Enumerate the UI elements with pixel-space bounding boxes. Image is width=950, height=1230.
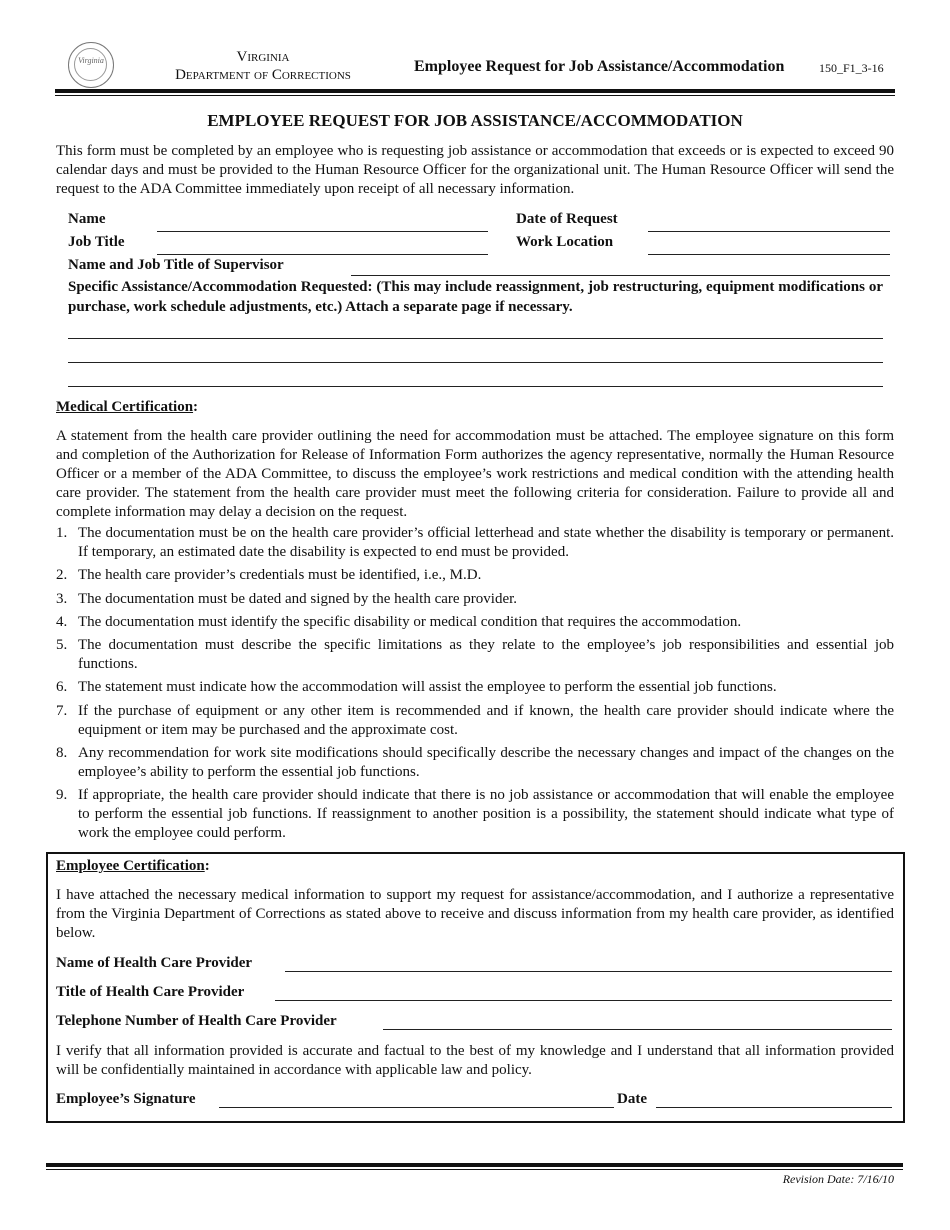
supervisor-label: Name and Job Title of Supervisor	[68, 257, 284, 273]
seal-script-text: Virginia	[78, 56, 104, 65]
provider-phone-field[interactable]	[383, 1029, 892, 1030]
criteria-text: Any recommendation for work site modifications should specifically describe the necessary changes and impact of the changes on the employee’s ability to perform the essential job functions.	[78, 745, 894, 781]
criteria-item	[56, 613, 894, 632]
job-title-label: Job Title	[68, 234, 125, 250]
criteria-number: 7.	[56, 702, 68, 719]
criteria-number: 5.	[56, 637, 68, 654]
criteria-text: The documentation must be dated and signed by the health care provider.	[78, 590, 518, 607]
provider-phone-label: Telephone Number of Health Care Provider	[56, 1013, 337, 1029]
employee-certification-heading	[56, 858, 210, 875]
signature-date-label: Date	[617, 1091, 647, 1107]
virginia-seal-logo	[68, 42, 114, 88]
page-title: EMPLOYEE REQUEST FOR JOB ASSISTANCE/ACCOMMODATION	[207, 111, 743, 130]
medical-paragraph: A statement from the health care provider outlining the need for accommodation must be attached. The employee signature on this form and completion of the Authorization for Release of Information Form authorizes the agency representative, normally the Human Resource Officer or a member of the ADA Committee, to discuss the employee’s work restrictions and medical condition with the attending health care provider. The statement from the health care provider must meet the following criteria for consideration. Failure to provide all and complete information may delay a decision on the request.	[56, 428, 894, 520]
provider-title-label: Title of Health Care Provider	[56, 984, 245, 1000]
criteria-number: 3.	[56, 590, 68, 607]
header-form-title: Employee Request for Job Assistance/Accommodation	[414, 58, 785, 75]
criteria-number: 6.	[56, 679, 68, 696]
criteria-text: The statement must indicate how the accommodation will assist the employee to perform the essential job functions.	[78, 679, 777, 696]
criteria-item	[56, 524, 894, 562]
criteria-item	[56, 678, 894, 697]
verify-paragraph: I verify that all information provided is accurate and factual to the best of my knowledge and I understand that all information provided will be confidentially maintained in accordance with applicable law and policy.	[56, 1043, 894, 1078]
criteria-item	[56, 744, 894, 782]
criteria-item	[56, 566, 894, 585]
criteria-text: The health care provider’s credentials must be identified, i.e., M.D.	[78, 567, 482, 584]
medical-heading-text: Medical Certification	[56, 399, 194, 415]
criteria-number: 1.	[56, 525, 68, 541]
criteria-number: 8.	[56, 745, 68, 762]
provider-name-label: Name of Health Care Provider	[56, 955, 253, 971]
name-label: Name	[68, 211, 106, 227]
criteria-text: The documentation must describe the specific limitations as they relate to the employee’s job responsibilities and essential job functions.	[78, 637, 894, 673]
employee-heading-colon: :	[204, 858, 210, 874]
intro-paragraph: This form must be completed by an employee who is requesting job assistance or accommodation that exceeds or is expected to exceed 90 calendar days and must be provided to the Human Resource Officer for the organizational unit. The Human Resource Officer will send the request to the ADA Committee immediately upon receipt of all necessary information.	[56, 143, 894, 197]
criteria-text: If appropriate, the health care provider should indicate that there is no job assistance or accommodation that will enable the employee to perform the essential job functions. If reassignment to another position is a possibility, the statement should indicate what type of work the employee could perform.	[78, 787, 894, 842]
assistance-line-1[interactable]	[68, 338, 883, 339]
medical-criteria-list	[56, 524, 894, 848]
criteria-number: 4.	[56, 613, 68, 630]
footer-rule-thin	[46, 1169, 903, 1170]
criteria-number: 9.	[56, 787, 68, 804]
work-location-label: Work Location	[516, 234, 614, 250]
criteria-text: The documentation must identify the specific disability or medical condition that requires the accommodation.	[78, 613, 742, 630]
criteria-number: 2.	[56, 567, 68, 584]
header-rule-thick	[55, 89, 895, 93]
agency-name	[150, 48, 376, 84]
agency-line-department: Department of Corrections	[175, 67, 351, 83]
employee-signature-field[interactable]	[219, 1107, 614, 1108]
provider-title-field[interactable]	[275, 1000, 892, 1001]
assistance-line-3[interactable]	[68, 386, 883, 387]
criteria-text: The documentation must be on the health care provider’s official letterhead and state whether the disability is temporary or permanent. If temporary, an estimated date the disability is expected to end must be provided.	[78, 525, 894, 560]
header-rule-thin	[55, 95, 895, 96]
date-of-request-field[interactable]	[648, 231, 890, 232]
criteria-item	[56, 636, 894, 674]
supervisor-field[interactable]	[351, 275, 890, 276]
employee-signature-label: Employee’s Signature	[56, 1091, 196, 1107]
criteria-item	[56, 590, 894, 609]
employee-cert-paragraph: I have attached the necessary medical information to support my request for assistance/accommodation, and I authorize a representative from the Virginia Department of Corrections as stated above to receive and discuss information from my health care provider, as identified below.	[56, 887, 894, 941]
form-number: 150_F1_3-16	[819, 61, 884, 75]
name-field[interactable]	[157, 231, 488, 232]
revision-date: Revision Date: 7/16/10	[782, 1172, 894, 1186]
signature-date-field[interactable]	[656, 1107, 892, 1108]
job-title-field[interactable]	[157, 254, 488, 255]
criteria-item	[56, 702, 894, 740]
work-location-field[interactable]	[648, 254, 890, 255]
assistance-line-2[interactable]	[68, 362, 883, 363]
criteria-item	[56, 786, 894, 843]
date-of-request-label: Date of Request	[516, 211, 618, 227]
footer-rule-thick	[46, 1163, 903, 1167]
criteria-text: If the purchase of equipment or any other item is recommended and if known, the health care provider should indicate where the equipment or item may be purchased and the approximate cost.	[78, 702, 894, 738]
specific-assistance-label: Specific Assistance/Accommodation Requested: (This may include reassignment, job restructuring, equipment modifications or purchase, work schedule adjustments, etc.) Attach a separate page if necessary.	[68, 279, 883, 315]
medical-heading-colon: :	[193, 399, 199, 415]
employee-heading-text: Employee Certification	[56, 858, 205, 874]
medical-certification-heading	[56, 399, 198, 416]
agency-line-state: Virginia	[236, 49, 290, 65]
provider-name-field[interactable]	[285, 971, 892, 972]
